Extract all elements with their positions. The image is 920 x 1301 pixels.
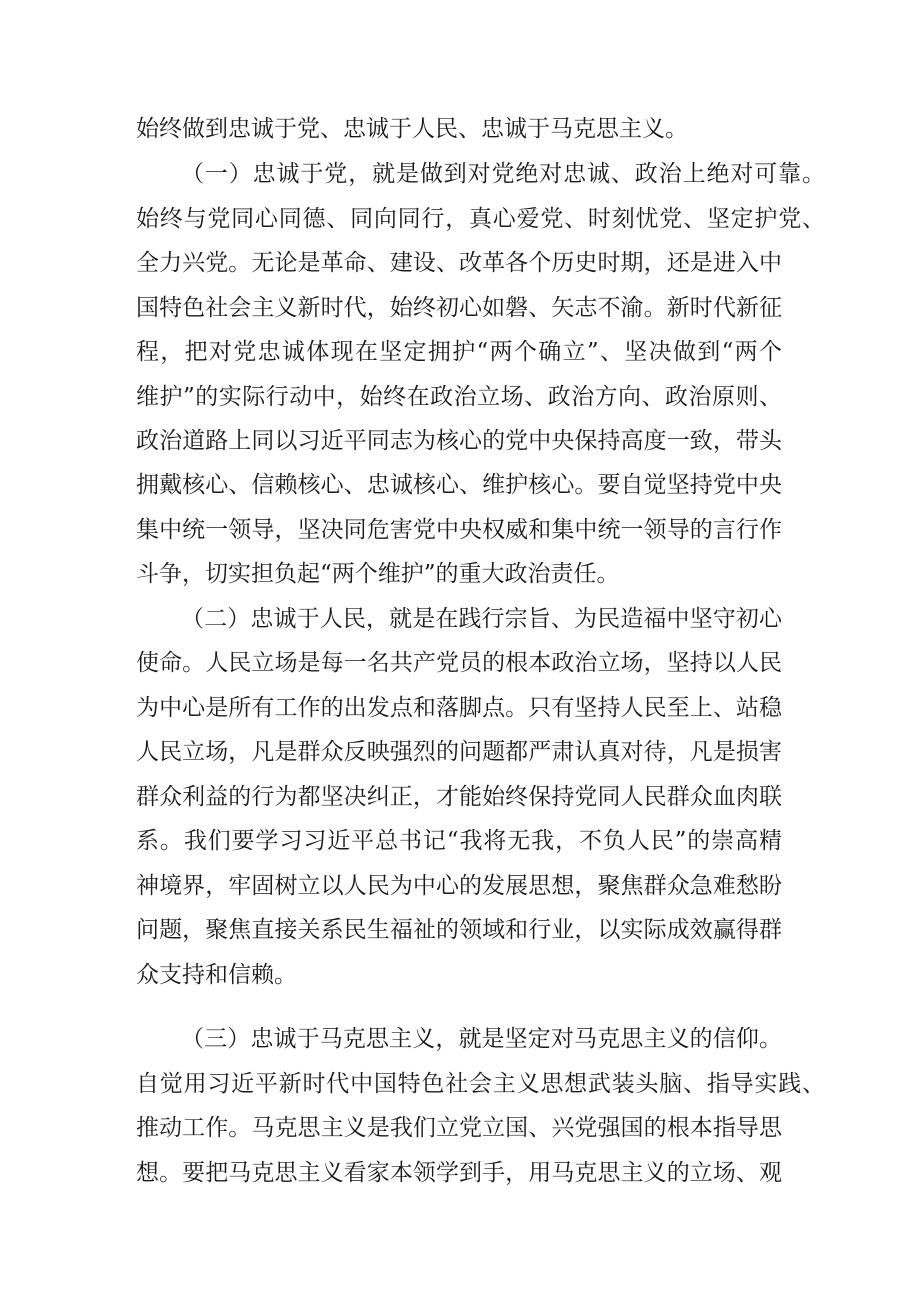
text-line <box>0 241 920 285</box>
text-line <box>0 819 920 863</box>
line-text: 始终与党同心同德、同向同行，真心爱党、时刻忧党、坚定护党、 <box>136 206 825 232</box>
line-text: 为中心是所有工作的出发点和落脚点。只有坚持人民至上、站稳 <box>136 695 782 721</box>
text-line <box>0 463 920 507</box>
line-text: 维护”的实际行动中，始终在政治立场、政治方向、政治原则、 <box>136 384 782 410</box>
text-line <box>0 419 920 463</box>
line-text: 国特色社会主义新时代，始终初心如磐、矢志不渝。新时代新征 <box>136 295 782 321</box>
line-text: 全力兴党。无论是革命、建设、改革各个历史时期，还是进入中 <box>136 250 782 276</box>
text-line <box>0 730 920 774</box>
line-text: （一）忠诚于党，就是做到对党绝对忠诚、政治上绝对可靠。 <box>181 161 825 187</box>
text-line <box>0 864 920 908</box>
line-text: 政治道路上同以习近平同志为核心的党中央保持高度一致，带头 <box>136 428 782 454</box>
line-text: 斗争，切实担负起“两个维护”的重大政治责任。 <box>136 561 620 587</box>
line-text: 自觉用习近平新时代中国特色社会主义思想武装头脑、指导实践、 <box>136 1071 825 1097</box>
text-line <box>0 641 920 685</box>
text-line <box>0 508 920 552</box>
line-text: 众支持和信赖。 <box>136 962 297 988</box>
paragraph-1-first-line <box>0 152 920 196</box>
line-text: 群众利益的行为都坚决纠正，才能始终保持党同人民群众血肉联 <box>136 784 782 810</box>
text-line <box>0 286 920 330</box>
text-line <box>0 1106 920 1150</box>
text-line <box>0 775 920 819</box>
paragraph-3-first-line <box>0 1017 920 1061</box>
line-text: 程，把对党忠诚体现在坚定拥护“两个确立”、坚决做到“两个 <box>136 339 782 365</box>
line-text: （二）忠诚于人民，就是在践行宗旨、为民造福中坚守初心 <box>181 606 782 632</box>
line-text: 拥戴核心、信赖核心、忠诚核心、维护核心。要自觉坚持党中央 <box>136 472 782 498</box>
text-line <box>0 1062 920 1106</box>
line-text: 始终做到忠诚于党、忠诚于人民、忠诚于马克思主义。 <box>136 116 688 142</box>
text-line <box>0 107 920 151</box>
line-text: 神境界，牢固树立以人民为中心的发展思想，聚焦群众急难愁盼 <box>136 873 782 899</box>
line-text: 问题，聚焦直接关系民生福祉的领域和行业，以实际成效赢得群 <box>136 917 782 943</box>
paragraph-1-last-line <box>0 552 920 596</box>
text-line <box>0 197 920 241</box>
text-line <box>0 330 920 374</box>
text-line <box>0 1151 920 1195</box>
paragraph-2-last-line <box>0 953 920 997</box>
line-text: 使命。人民立场是每一名共产党员的根本政治立场，坚持以人民 <box>136 650 782 676</box>
line-text: 人民立场，凡是群众反映强烈的问题都严肃认真对待，凡是损害 <box>136 739 782 765</box>
line-text: 推动工作。马克思主义是我们立党立国、兴党强国的根本指导思 <box>136 1115 782 1141</box>
text-line <box>0 686 920 730</box>
line-text: 想。要把马克思主义看家本领学到手，用马克思主义的立场、观 <box>136 1160 782 1186</box>
line-text: 集中统一领导，坚决同危害党中央权威和集中统一领导的言行作 <box>136 517 782 543</box>
line-text: 系。我们要学习习近平总书记“我将无我，不负人民”的崇高精 <box>136 828 782 854</box>
line-text: （三）忠诚于马克思主义，就是坚定对马克思主义的信仰。 <box>181 1026 782 1052</box>
text-line <box>0 375 920 419</box>
text-line <box>0 908 920 952</box>
paragraph-2-first-line <box>0 597 920 641</box>
